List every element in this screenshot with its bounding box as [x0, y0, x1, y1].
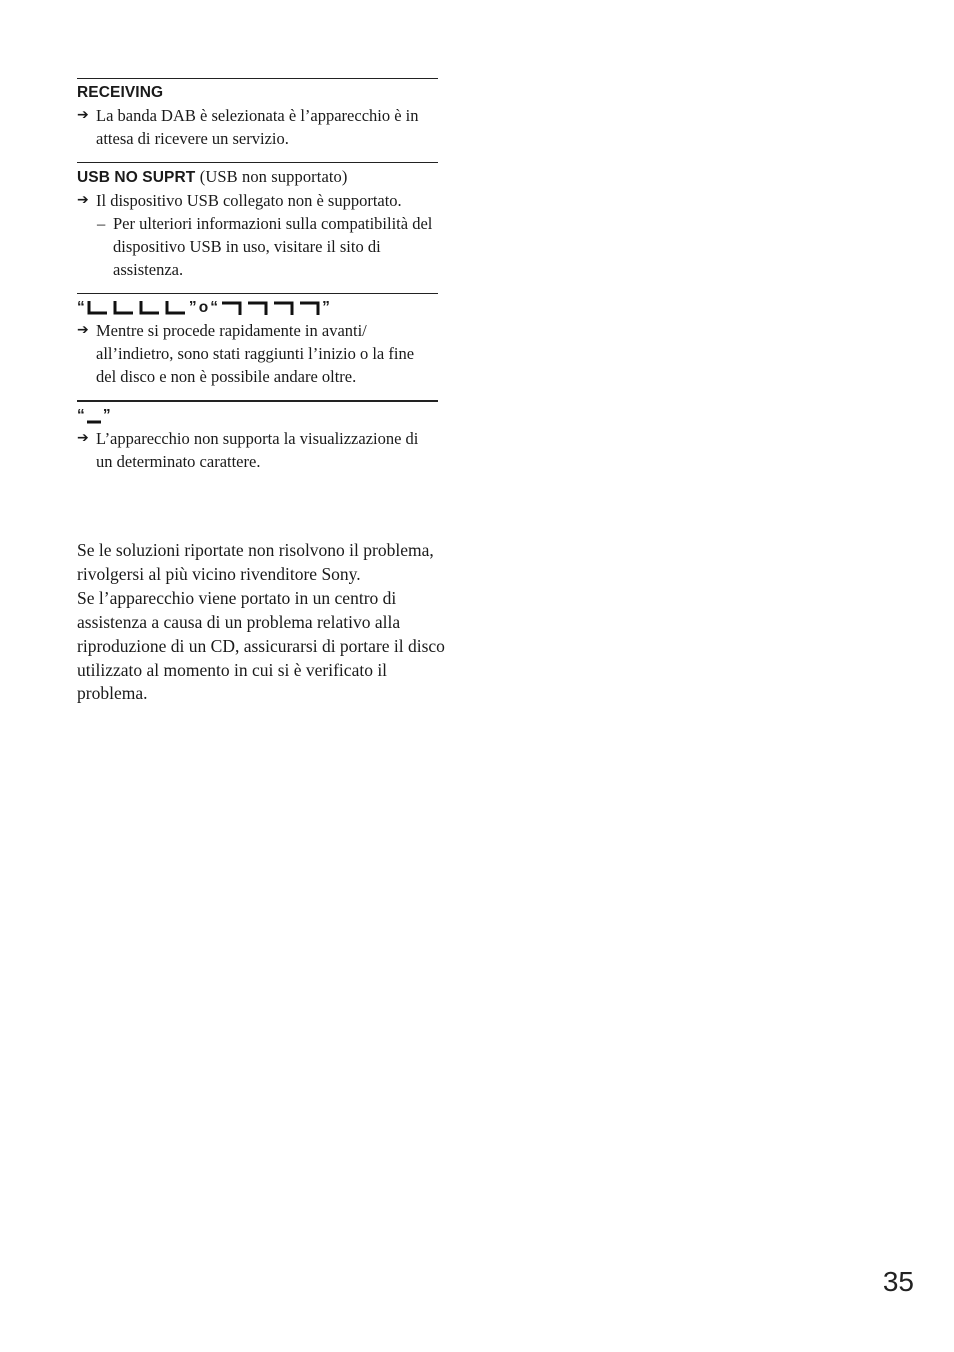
entry-title — [77, 166, 438, 189]
bullet-text: Il dispositivo USB collegato non è supportato. — [96, 191, 402, 210]
entry-sub-item — [77, 212, 438, 281]
bullet-text: L’apparecchio non supporta la visualizzazione di un determinato carattere. — [96, 429, 419, 472]
open-quote: “ — [77, 407, 85, 425]
segment-underscore-icon — [85, 405, 103, 427]
close-quote: ” — [102, 407, 111, 425]
entry-receiving — [77, 78, 438, 162]
entry-title — [77, 297, 438, 319]
entry-unsupported-char — [77, 400, 438, 485]
entry-bullet — [77, 427, 438, 473]
troubleshooting-column — [77, 78, 438, 485]
open-quote: “ — [210, 299, 219, 317]
dash-marker: – — [97, 214, 106, 233]
closing-paragraph — [77, 539, 447, 706]
arrow-right-icon: ➔ — [77, 322, 89, 339]
close-quote: ” — [188, 299, 197, 317]
close-quote: ” — [322, 299, 331, 317]
entry-bullet — [77, 189, 438, 212]
sub-text: Per ulteriori informazioni sulla compatibilità del dispositivo USB in uso, visitare il sito di assistenza. — [113, 214, 433, 279]
entry-usb-no-suprt — [77, 162, 438, 293]
page-number: 35 — [882, 1266, 914, 1297]
arrow-right-icon: ➔ — [77, 430, 89, 447]
entry-title-paren: (USB non supportato) — [199, 167, 348, 186]
entry-bullet — [77, 319, 438, 388]
open-quote: “ — [77, 299, 85, 317]
closing-text: Se l’apparecchio viene portato in un centro di assistenza a causa di un problema relativo alla riproduzione di un CD, assicurarsi di portare il disco utilizzato al momento in cui si è verificato il problema. — [77, 587, 445, 704]
entry-segment-limits — [77, 293, 438, 400]
arrow-right-icon: ➔ — [77, 192, 89, 208]
closing-text: Se le soluzioni riportate non risolvono il problema, rivolgersi al più vicino rivenditore Sony. — [77, 540, 434, 584]
entry-title — [77, 405, 438, 427]
bullet-text: La banda DAB è selezionata è l’apparecchio è in attesa di ricevere un servizio. — [96, 106, 419, 148]
entry-title-code: USB NO SUPRT — [77, 169, 196, 186]
segment-bottom-left-icon — [85, 297, 189, 319]
bullet-text: Mentre si procede rapidamente in avanti/ all’indietro, sono stati raggiunti l’inizio o la fine del disco e non è possibile andare oltre. — [96, 321, 415, 387]
arrow-right-icon: ➔ — [77, 107, 89, 123]
conjunction: o — [198, 299, 209, 317]
entry-title: RECEIVING — [77, 84, 164, 101]
segment-top-right-icon — [218, 297, 322, 319]
entry-bullet — [77, 104, 438, 150]
